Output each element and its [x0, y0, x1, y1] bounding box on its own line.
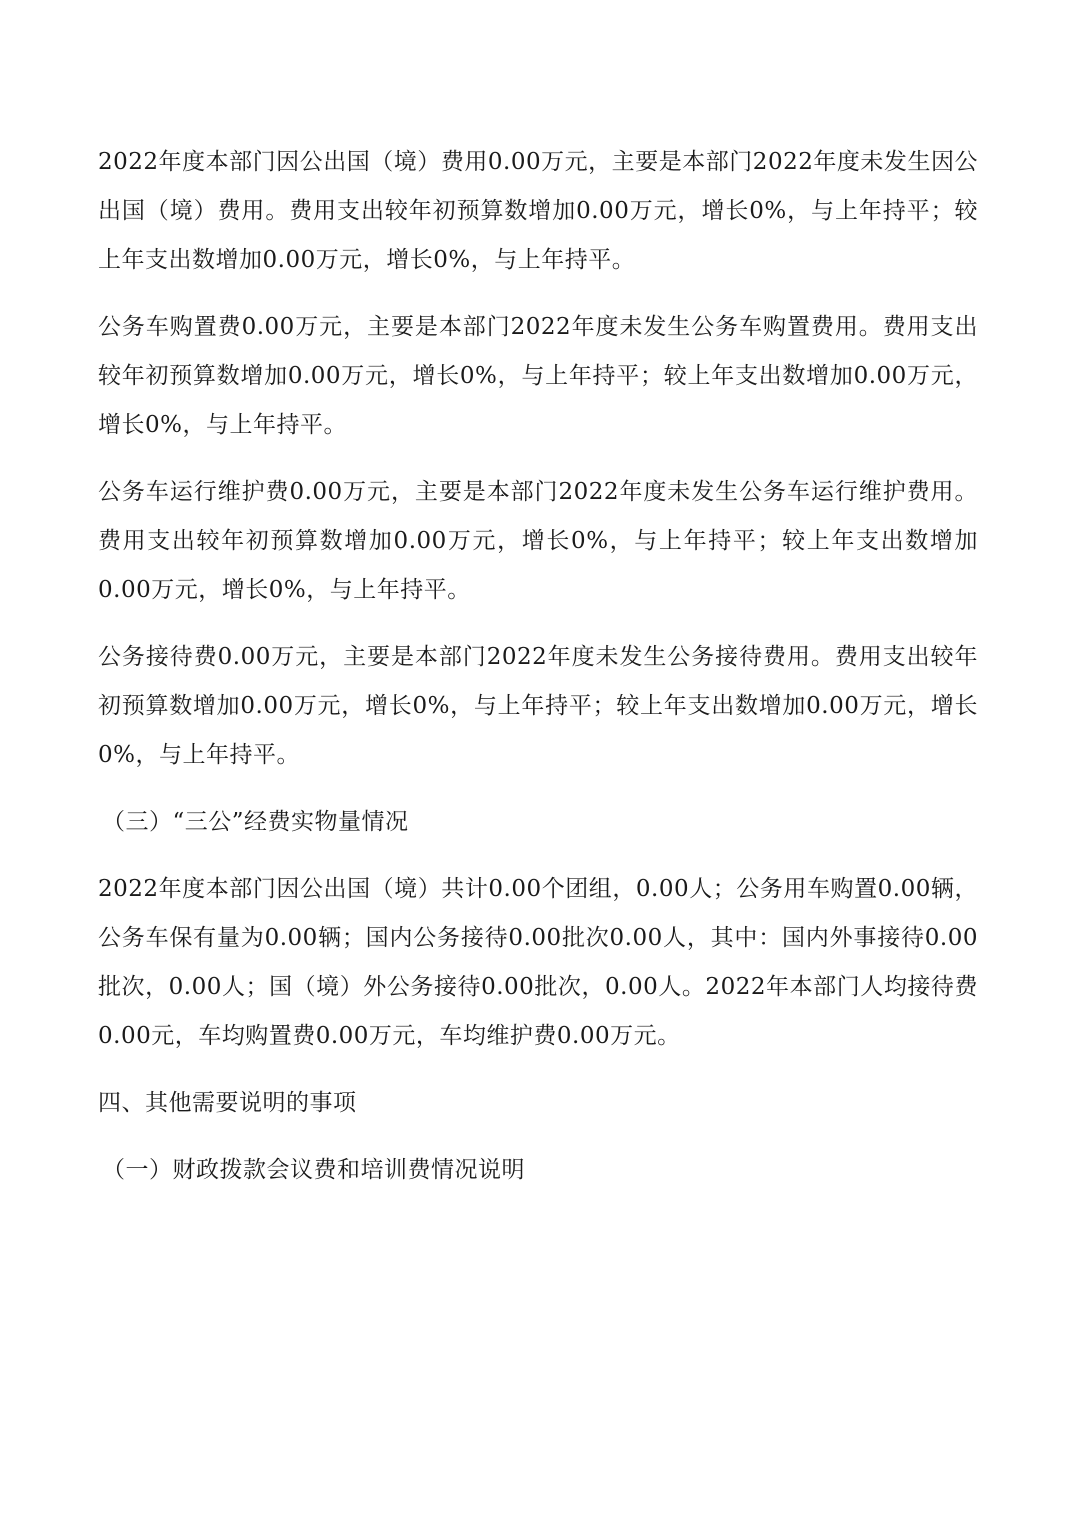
paragraph-official-reception-expenses: 公务接待费0.00万元，主要是本部门2022年度未发生公务接待费用。费用支出较年初预算数增加0.00万元，增长0%，与上年持平；较上年支出数增加0.00万元，增长0%，与上年持平。 [98, 644, 978, 768]
paragraph-overseas-travel-expenses: 2022年度本部门因公出国（境）费用0.00万元，主要是本部门2022年度未发生因公出国（境）费用。费用支出较年初预算数增加0.00万元，增长0%，与上年持平；较上年支出数增加0.00万元，增长0%，与上年持平。 [98, 149, 978, 273]
section-heading-other-matters: 四、其他需要说明的事项 [98, 1090, 357, 1116]
section-heading-physical-quantity: （三）“三公”经费实物量情况 [102, 809, 409, 835]
section-heading-meeting-training-fees: （一）财政拨款会议费和培训费情况说明 [102, 1157, 525, 1183]
paragraph-vehicle-maintenance-expenses: 公务车运行维护费0.00万元，主要是本部门2022年度未发生公务车运行维护费用。费用支出较年初预算数增加0.00万元，增长0%，与上年持平；较上年支出数增加0.00万元，增长0%，与上年持平。 [98, 479, 978, 603]
paragraph-physical-quantity-details: 2022年度本部门因公出国（境）共计0.00个团组，0.00人；公务用车购置0.00辆，公务车保有量为0.00辆；国内公务接待0.00批次0.00人，其中：国内外事接待0.00批次，0.00人；国（境）外公务接待0.00批次，0.00人。2022年本部门人均接待费0.00元，车均购置费0.00万元，车均维护费0.00万元。 [98, 876, 978, 1049]
paragraph-vehicle-purchase-expenses: 公务车购置费0.00万元，主要是本部门2022年度未发生公务车购置费用。费用支出较年初预算数增加0.00万元，增长0%，与上年持平；较上年支出数增加0.00万元，增长0%，与上年持平。 [98, 314, 978, 438]
document-body [98, 138, 978, 1213]
